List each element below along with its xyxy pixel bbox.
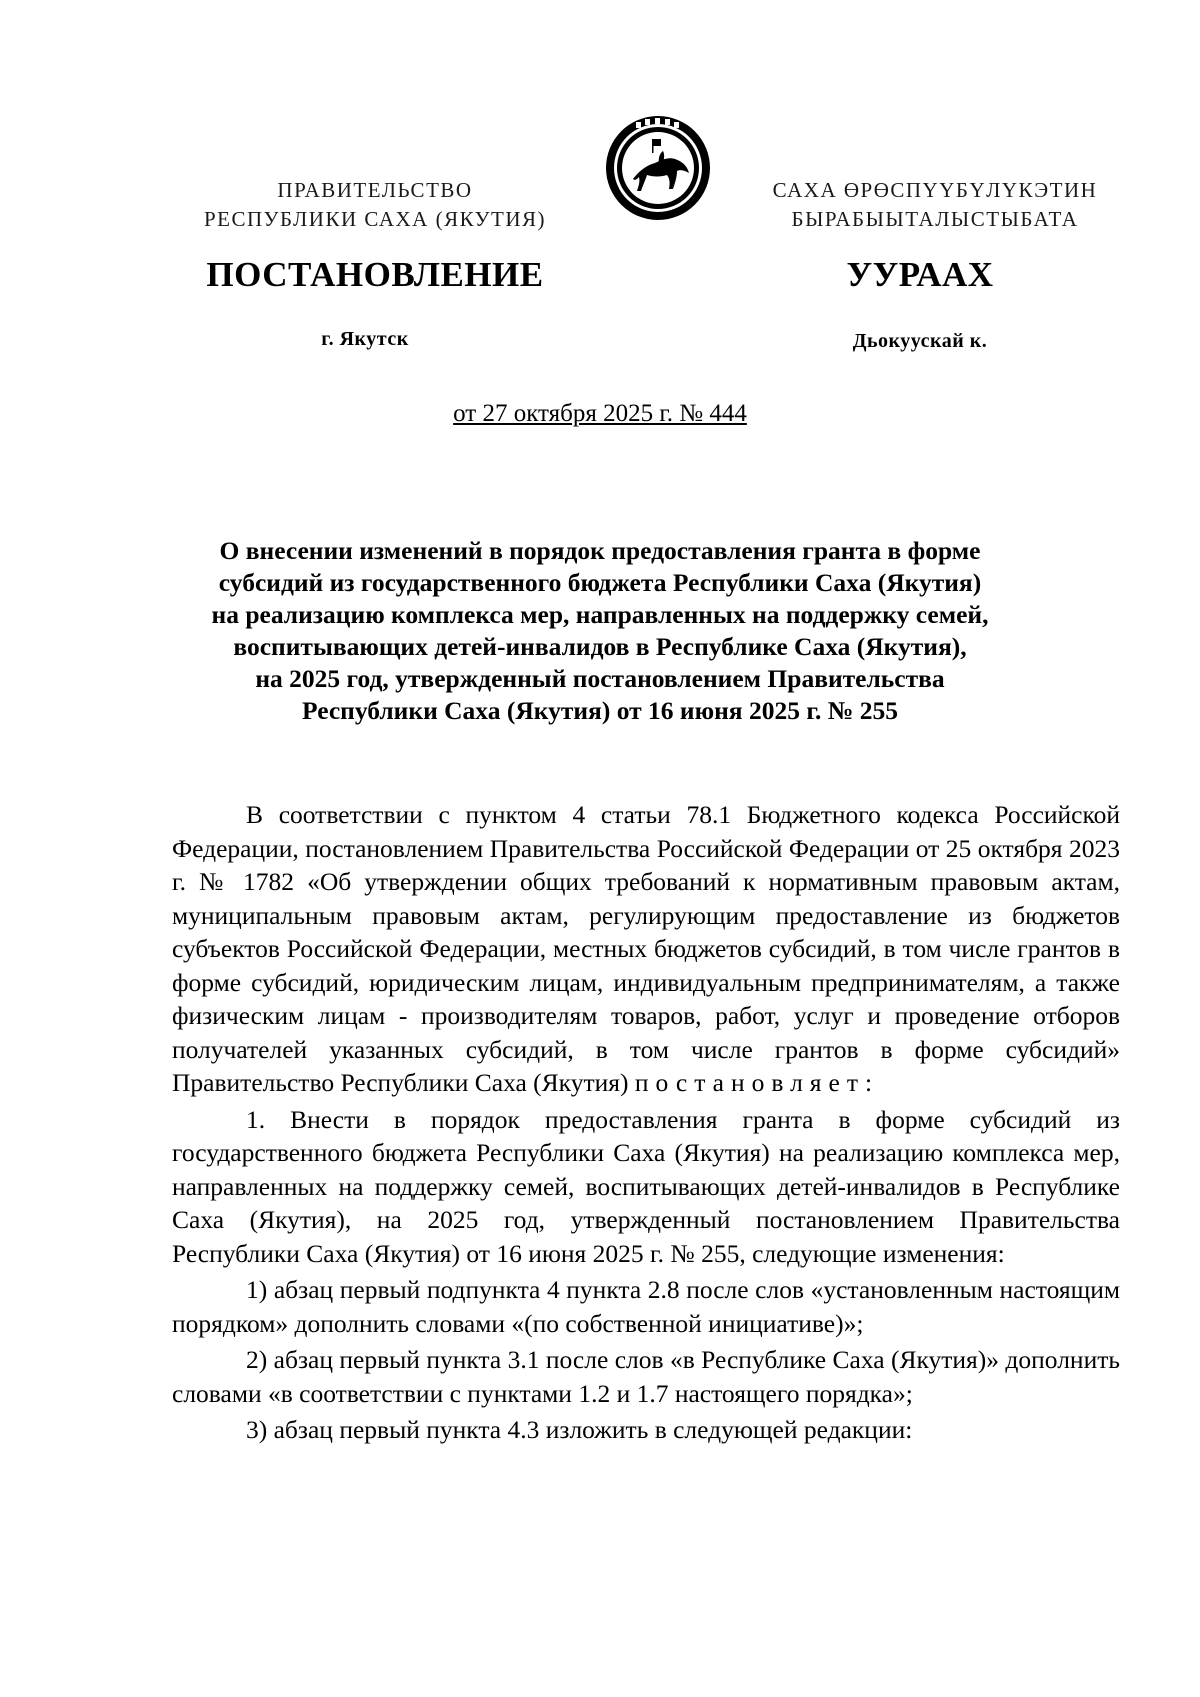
document-body xyxy=(172,798,1120,1447)
title-right: УУРААХ xyxy=(846,255,994,294)
item-1-paragraph: 1. Внести в порядок предоставления гранта в форме субсидий из государственного бюджета Республики Саха (Якутия) на реализацию комплекса мер, направленных на поддержку семей, воспитывающих детей-инвалидов в Республике Саха (Якутия), на 2025 год, утвержденный постановлением Правительства Республики Саха (Якутия) от 16 июня 2025 г. № 255, следующие изменения: xyxy=(172,1104,1120,1268)
document-title-line: на реализацию комплекса мер, направленных на поддержку семей, xyxy=(211,600,989,629)
preamble-paragraph xyxy=(172,798,1120,1100)
date-number-text: от 27 октября 2025 г. № 444 xyxy=(453,400,747,427)
header-left-line1: ПРАВИТЕЛЬСТВО xyxy=(277,178,473,202)
decree-word: постановляет: xyxy=(634,1068,880,1097)
preamble-text: В соответствии с пунктом 4 статьи 78.1 Бюджетного кодекса Российской Федерации, постановлением Правительства Российской Федерации от 25 октября 2023 г. № 1782 «Об утверждении общих требований к нормативным правовым актам, муниципальным правовым актам, регулирующим предоставление из бюджетов субъектов Российской Федерации, местных бюджетов субсидий, в том числе грантов в форме субсидий, юридическим лицам, индивидуальным предпринимателям, а также физическим лицам - производителям товаров, работ, услуг и проведение отборов получателей указанных субсидий, в том числе грантов в форме субсидий» Правительство Республики Саха (Якутия) xyxy=(172,800,1120,1097)
subitem-3-paragraph: 3) абзац первый пункта 4.3 изложить в следующей редакции: xyxy=(246,1415,913,1444)
coat-of-arms-emblem-icon xyxy=(603,113,713,223)
document-title-line: на 2025 год, утвержденный постановлением Правительства xyxy=(255,664,945,693)
date-number-line xyxy=(300,400,900,428)
city-right: Дьокуускай к. xyxy=(852,330,988,352)
document-title-line: субсидий из государственного бюджета Республики Саха (Якутия) xyxy=(218,568,982,597)
header-left xyxy=(175,176,575,234)
subitem-2-paragraph: 2) абзац первый пункта 3.1 после слов «в Республике Саха (Якутия)» дополнить словами «в соответствии с пунктами 1.2 и 1.7 настоящего порядка»; xyxy=(172,1345,1120,1408)
title-left: ПОСТАНОВЛЕНИЕ xyxy=(206,255,544,294)
document-title xyxy=(150,535,1050,727)
header-left-line2: РЕСПУБЛИКИ САХА (ЯКУТИЯ) xyxy=(203,207,547,231)
header-right-line2: БЫРАБЫЫТАЛЫСТЫБАТА xyxy=(791,207,1079,231)
document-title-line: Республики Саха (Якутия) от 16 июня 2025 г. № 255 xyxy=(301,696,899,725)
subitem-1-paragraph: 1) абзац первый подпункта 4 пункта 2.8 после слов «установленным настоящим порядком» дополнить словами «(по собственной инициативе)»; xyxy=(172,1275,1120,1338)
header-right xyxy=(740,176,1130,234)
document-title-line: воспитывающих детей-инвалидов в Республике Саха (Якутия), xyxy=(233,632,967,661)
header-right-line1: САХА ӨРӨСПҮҮБҮЛҮКЭТИН xyxy=(772,178,1098,202)
document-title-line: О внесении изменений в порядок предоставления гранта в форме xyxy=(219,536,981,565)
city-left: г. Якутск xyxy=(321,328,409,350)
